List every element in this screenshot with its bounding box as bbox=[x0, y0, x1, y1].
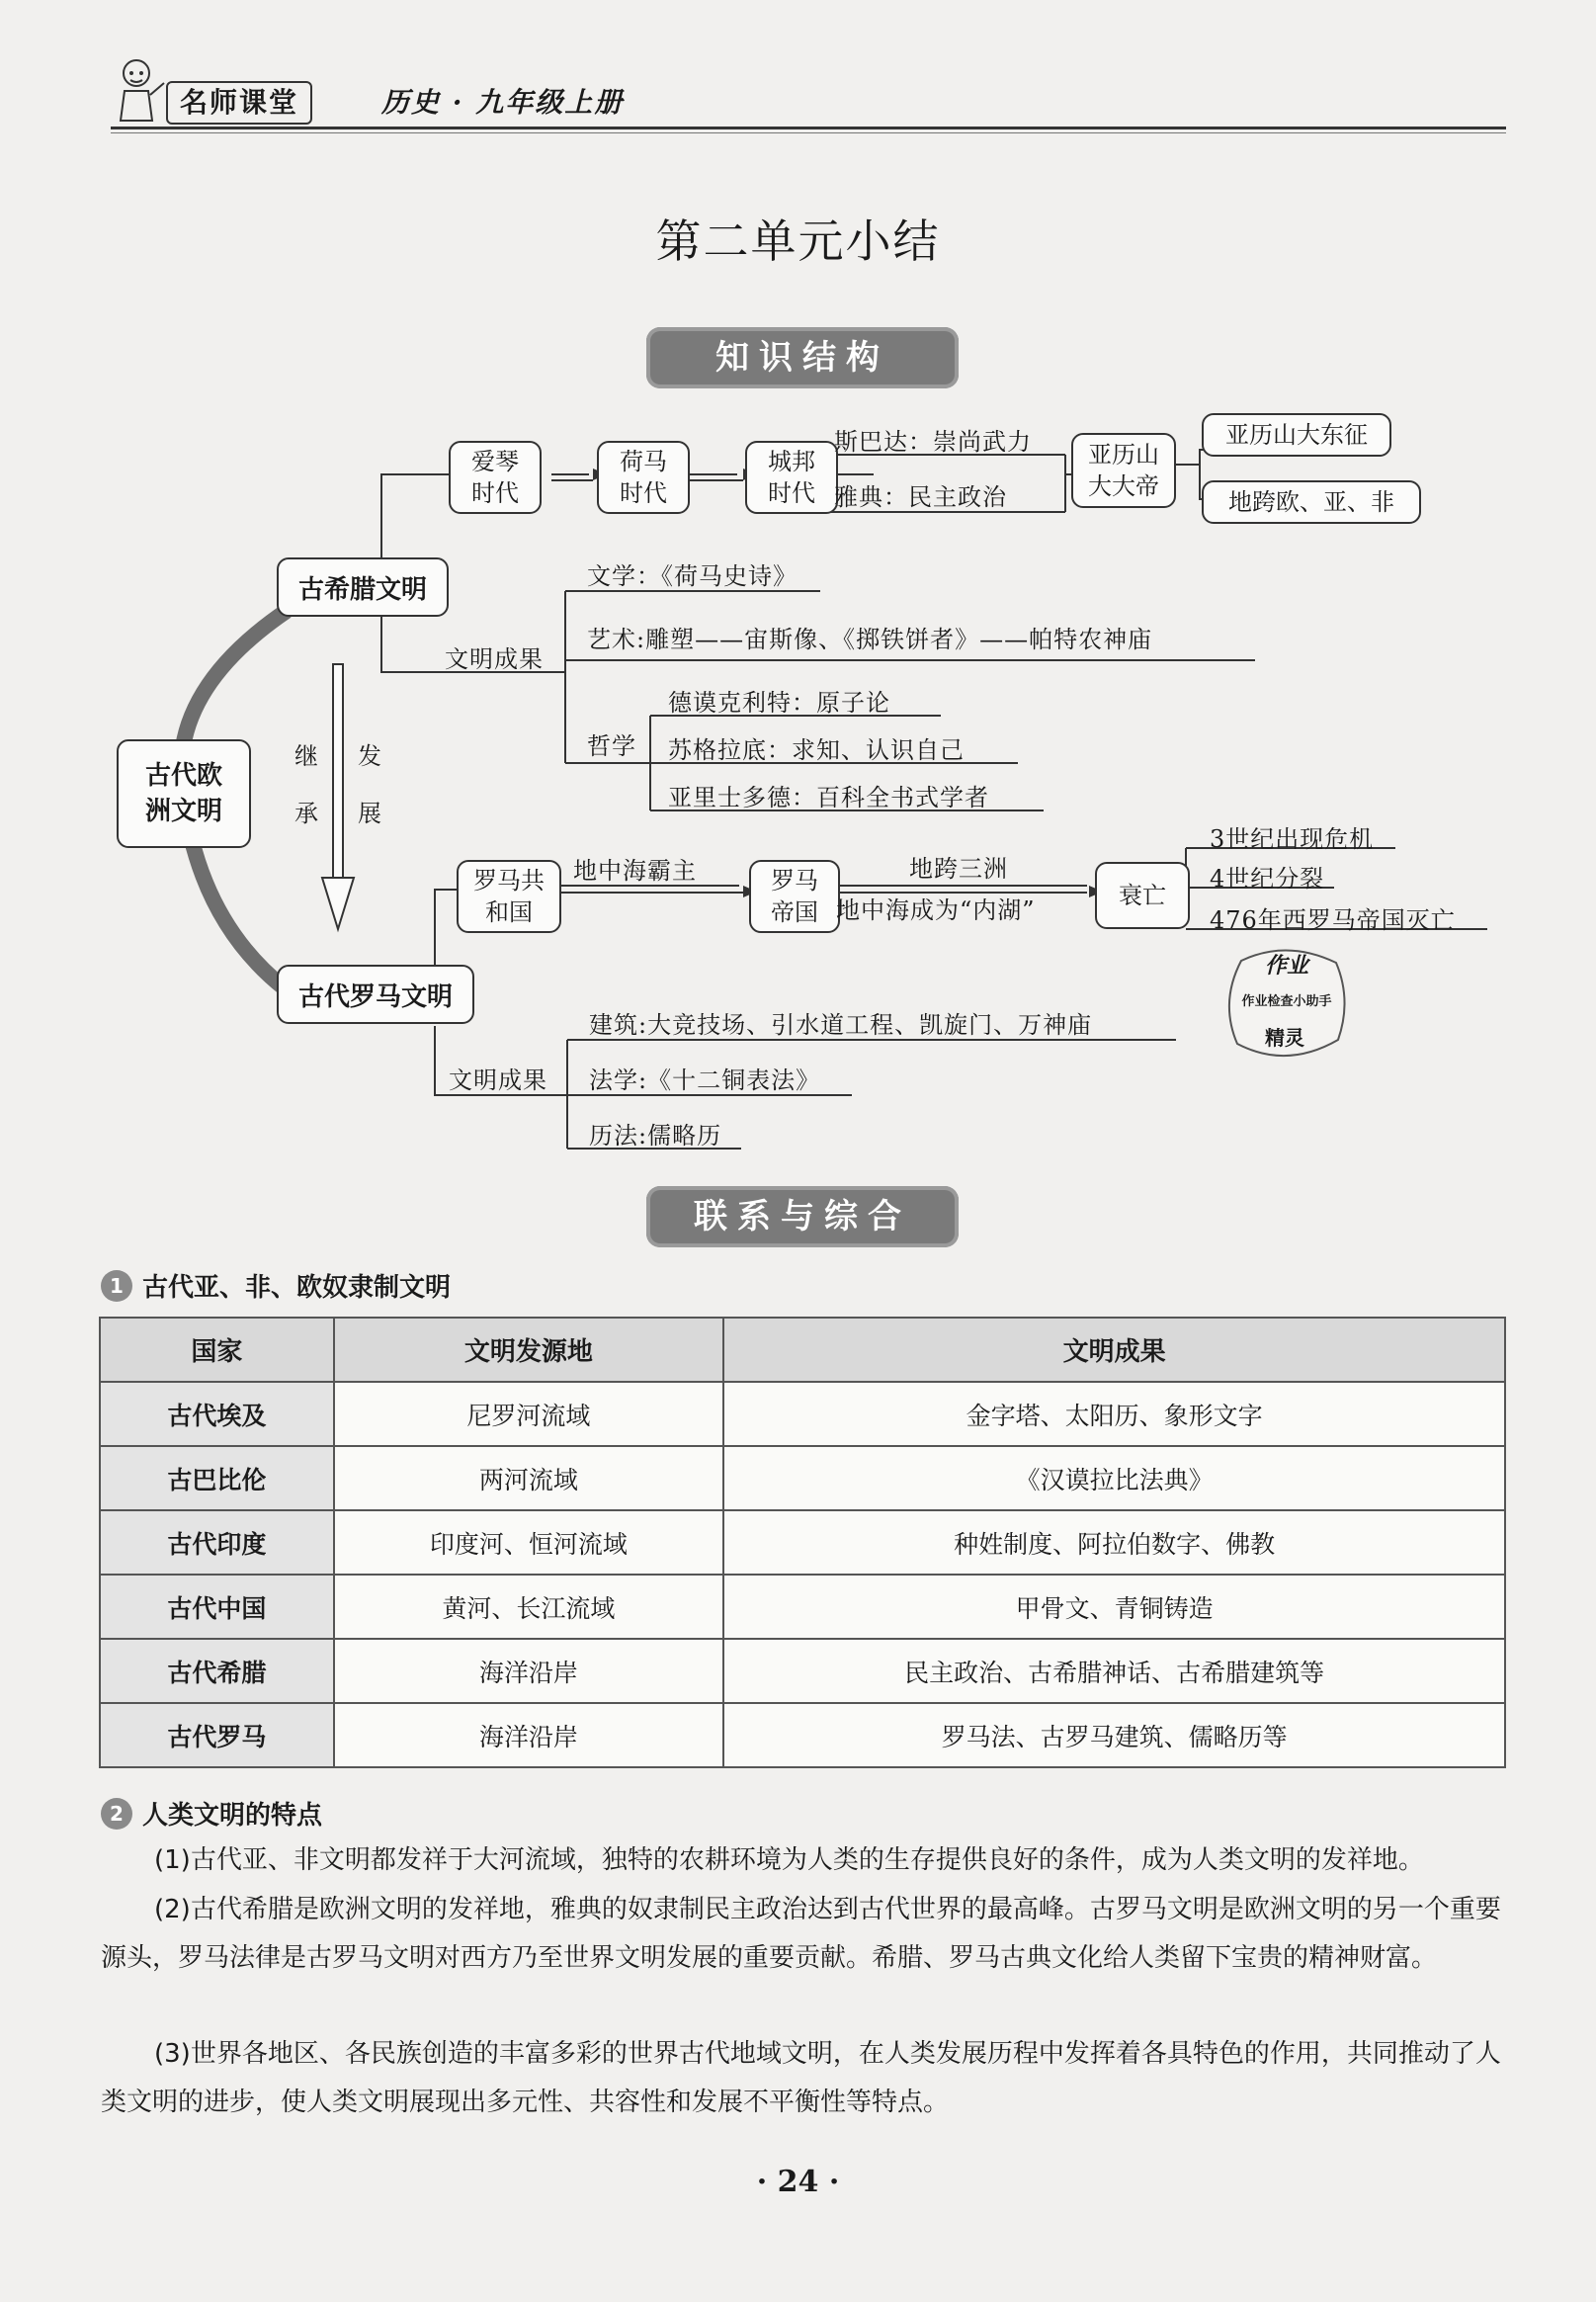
banner-connection: 联系与综合 bbox=[646, 1186, 959, 1247]
text-greek-literature: 文学：《荷马史诗》 bbox=[587, 562, 798, 590]
node-decline: 衰亡 bbox=[1095, 862, 1190, 929]
cell-origin: 海洋沿岸 bbox=[334, 1703, 723, 1767]
table-row bbox=[100, 1703, 1505, 1767]
text-roman-architecture: 建筑:大竞技场、引水道工程、凯旋门、万神庙 bbox=[589, 1011, 1093, 1039]
cell-origin: 海洋沿岸 bbox=[334, 1639, 723, 1703]
cell-achievement: 民主政治、古希腊神话、古希腊建筑等 bbox=[723, 1639, 1505, 1703]
text-med-hegemon: 地中海霸主 bbox=[573, 857, 697, 885]
cell-country: 古巴比伦 bbox=[100, 1446, 334, 1510]
paragraph-2: (2)古代希腊是欧洲文明的发祥地，雅典的奴隶制民主政治达到古代世界的最高峰。古罗马文明是欧洲文明的另一个重要源头，罗马法律是古罗马文明对西方乃至世界文明发展的重要贡献。希腊、罗马古典文化给人类留下宝贵的精神财富。 bbox=[101, 1895, 1501, 1973]
node-roman-empire: 罗马 帝国 bbox=[749, 860, 840, 933]
node-aegean-era: 爱琴 时代 bbox=[449, 441, 542, 514]
header-country: 国家 bbox=[100, 1318, 334, 1382]
cell-country: 古代印度 bbox=[100, 1510, 334, 1575]
table-header-row bbox=[100, 1318, 1505, 1382]
text-greek-art: 艺术:雕塑——宙斯像、《掷铁饼者》——帕特农神庙 bbox=[587, 626, 1153, 653]
node-citystate-era: 城邦 时代 bbox=[745, 441, 838, 514]
section-1-title: 古代亚、非、欧奴隶制文明 bbox=[142, 1273, 452, 1303]
cell-origin: 两河流域 bbox=[334, 1446, 723, 1510]
cell-country: 古代希腊 bbox=[100, 1639, 334, 1703]
header-origin: 文明发源地 bbox=[334, 1318, 723, 1382]
node-rome: 古代罗马文明 bbox=[277, 965, 474, 1024]
paragraph-3: (3)世界各地区、各民族创造的丰富多彩的世界古代地域文明，在人类发展历程中发挥着各具特色的作用，共同推动了人类文明的进步，使人类文明展现出多元性、共容性和发展不平衡性等特点。 bbox=[101, 2039, 1501, 2117]
text-greek-achievements: 文明成果 bbox=[445, 645, 544, 673]
text-4th-century: 4世纪分裂 bbox=[1210, 865, 1325, 893]
table-row bbox=[100, 1446, 1505, 1510]
label-develop-1: 发 bbox=[358, 742, 382, 770]
node-alexander: 亚历山 大大帝 bbox=[1071, 433, 1176, 508]
cell-achievement: 甲骨文、青铜铸造 bbox=[723, 1575, 1505, 1639]
section-2-number: 2 bbox=[101, 1798, 132, 1830]
homework-helper-stamp bbox=[1218, 941, 1356, 1066]
node-root-label: 古代欧洲文明 bbox=[144, 761, 222, 826]
node-eastern-campaign: 亚历山大东征 bbox=[1202, 413, 1391, 457]
node-three-continents: 地跨欧、亚、非 bbox=[1202, 480, 1421, 524]
cell-achievement: 《汉谟拉比法典》 bbox=[723, 1446, 1505, 1510]
cell-country: 古代埃及 bbox=[100, 1382, 334, 1446]
node-greece: 古希腊文明 bbox=[277, 557, 449, 617]
text-athens: 雅典：民主政治 bbox=[834, 483, 1007, 511]
section-2-header bbox=[101, 1795, 322, 1832]
stamp-mid: 作业检查小助手 bbox=[1241, 994, 1332, 1009]
node-root bbox=[117, 739, 251, 848]
table-row bbox=[100, 1510, 1505, 1575]
node-homer-era: 荷马 时代 bbox=[597, 441, 690, 514]
text-3rd-century: 3世纪出现危机 bbox=[1210, 825, 1375, 853]
arrow-down-icon bbox=[322, 664, 354, 929]
text-socrates: 苏格拉底：求知、认识自己 bbox=[668, 736, 965, 764]
section-1-number: 1 bbox=[101, 1270, 132, 1302]
text-three-continents: 地跨三洲 bbox=[909, 855, 1008, 883]
section-1-header bbox=[101, 1267, 451, 1304]
cell-country: 古代中国 bbox=[100, 1575, 334, 1639]
text-democritus: 德谟克利特：原子论 bbox=[668, 689, 890, 717]
page-title: 第二单元小结 bbox=[655, 214, 941, 268]
cell-origin: 印度河、恒河流域 bbox=[334, 1510, 723, 1575]
text-aristotle: 亚里士多德：百科全书式学者 bbox=[668, 784, 989, 811]
text-inner-lake: 地中海成为“内湖” bbox=[836, 896, 1036, 924]
table-row bbox=[100, 1382, 1505, 1446]
label-inherit-1: 继 bbox=[294, 742, 319, 770]
cell-achievement: 金字塔、太阳历、象形文字 bbox=[723, 1382, 1505, 1446]
cell-achievement: 种姓制度、阿拉伯数字、佛教 bbox=[723, 1510, 1505, 1575]
text-roman-calendar: 历法:儒略历 bbox=[589, 1122, 722, 1150]
stamp-bottom: 精灵 bbox=[1265, 1026, 1304, 1050]
banner-knowledge-structure: 知识结构 bbox=[646, 327, 959, 388]
cell-origin: 黄河、长江流域 bbox=[334, 1575, 723, 1639]
stamp-top: 作业 bbox=[1265, 954, 1309, 979]
table-row bbox=[100, 1639, 1505, 1703]
page-number: · 24 · bbox=[756, 2165, 840, 2199]
paragraph-1: (1)古代亚、非文明都发祥于大河流域，独特的农耕环境为人类的生存提供良好的条件，成为人类文明的发祥地。 bbox=[154, 1845, 1424, 1875]
header-achievement: 文明成果 bbox=[723, 1318, 1505, 1382]
text-roman-achievements: 文明成果 bbox=[449, 1066, 547, 1094]
section-2-title: 人类文明的特点 bbox=[142, 1801, 323, 1831]
cell-country: 古代罗马 bbox=[100, 1703, 334, 1767]
cell-origin: 尼罗河流域 bbox=[334, 1382, 723, 1446]
book-subtitle: 历史 · 九年级上册 bbox=[381, 86, 625, 119]
text-greek-philosophy: 哲学 bbox=[587, 732, 636, 760]
label-inherit-2: 承 bbox=[294, 800, 319, 827]
label-develop-2: 展 bbox=[358, 800, 382, 827]
node-roman-republic: 罗马共 和国 bbox=[457, 860, 561, 933]
cell-achievement: 罗马法、古罗马建筑、儒略历等 bbox=[723, 1703, 1505, 1767]
series-badge: 名师课堂 bbox=[166, 81, 312, 125]
text-roman-law: 法学:《十二铜表法》 bbox=[589, 1066, 821, 1094]
table-row bbox=[100, 1575, 1505, 1639]
text-476: 476年西罗马帝国灭亡 bbox=[1210, 906, 1456, 934]
text-sparta: 斯巴达：崇尚武力 bbox=[834, 428, 1032, 456]
civilization-table bbox=[99, 1317, 1506, 1768]
